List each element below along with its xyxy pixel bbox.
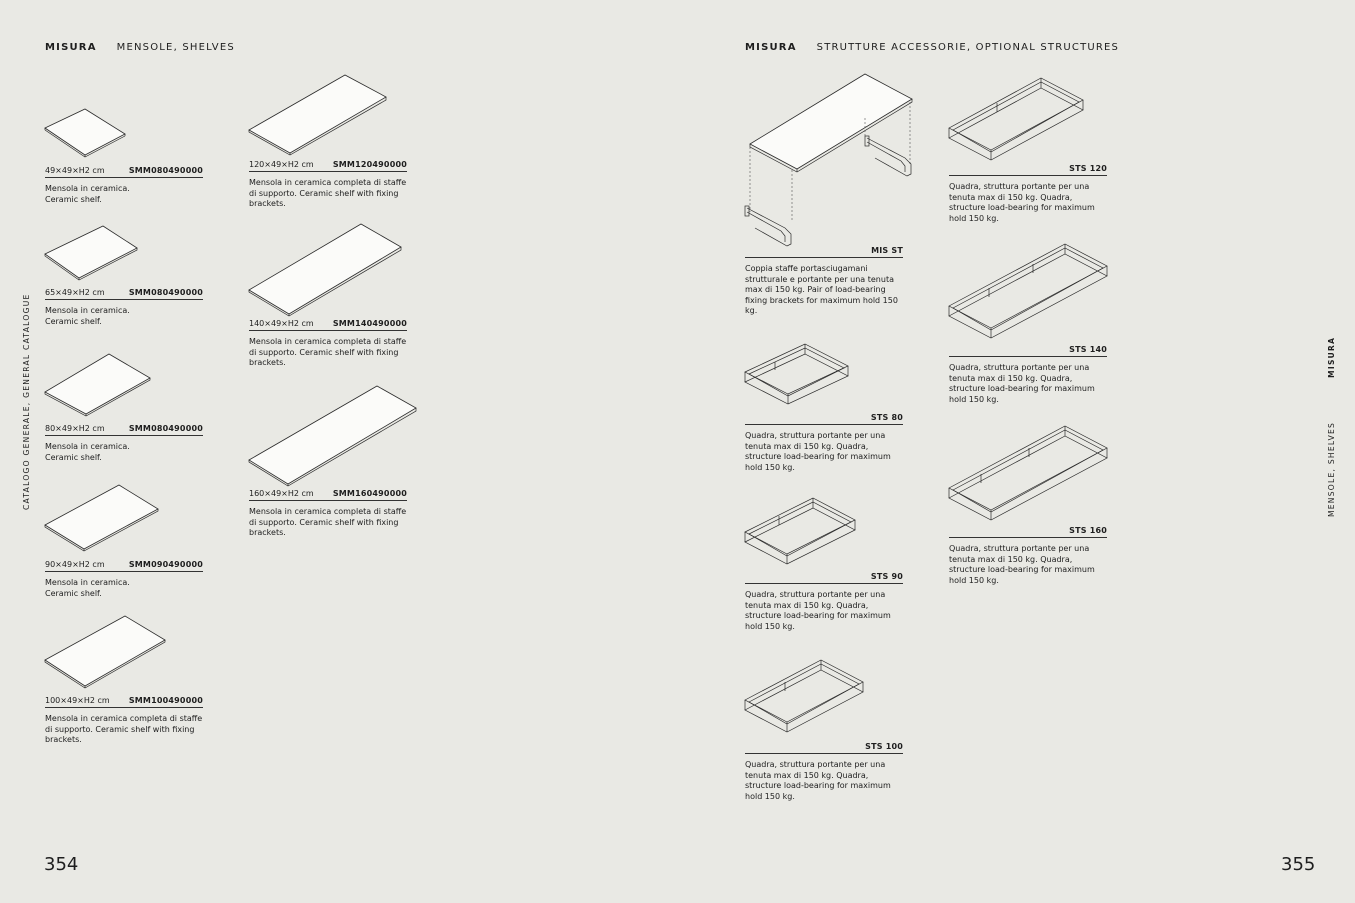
left-header-brand: MISURA (45, 42, 97, 53)
left-side-label: CATALOGO GENERALE, GENERAL CATALOGUE (22, 293, 31, 510)
shelf-description: Mensola in ceramica. Ceramic shelf. (45, 578, 130, 598)
shelf-drawing (45, 226, 203, 286)
structure-description: Coppia staffe portasciugamani strutturale e portante per una tenuta max di 150 kg. Pair of load-bearing fixing brackets for maximum hold 150 kg. (745, 264, 898, 315)
shelf-code: SMM100490000 (128, 696, 203, 705)
shelf-code: SMM160490000 (332, 489, 407, 498)
shelf-description: Mensola in ceramica. Ceramic shelf. (45, 184, 130, 204)
shelf-item (45, 616, 203, 746)
shelf-size: 120×49×H2 cm (249, 160, 314, 169)
shelf-size: 160×49×H2 cm (249, 489, 314, 498)
structure-description: Quadra, struttura portante per una tenuta max di 150 kg. Quadra, structure load-bearing for maximum hold 150 kg. (745, 431, 891, 472)
structure-item (949, 242, 1107, 405)
right-page-header (745, 42, 1119, 53)
shelf-drawing (45, 108, 203, 164)
right-page-number: 355 (1281, 854, 1316, 875)
shelf-code: SMM080490000 (128, 166, 203, 175)
structure-code: STS 160 (1069, 526, 1107, 535)
structure-code: STS 80 (870, 413, 903, 422)
left-page-number: 354 (44, 854, 79, 875)
shelf-code: SMM080490000 (128, 424, 203, 433)
shelf-description: Mensola in ceramica completa di staffe di supporto. Ceramic shelf with fixing brackets. (249, 507, 407, 537)
shelf-item (249, 75, 407, 210)
structure-item (745, 72, 903, 317)
structure-description: Quadra, struttura portante per una tenuta max di 150 kg. Quadra, structure load-bearing for maximum hold 150 kg. (949, 363, 1095, 404)
shelf-item (249, 386, 407, 539)
shelf-size: 49×49×H2 cm (45, 166, 105, 175)
shelf-description: Mensola in ceramica completa di staffe di supporto. Ceramic shelf with fixing brackets. (249, 337, 407, 367)
right-header-title: STRUTTURE ACCESSORIE, OPTIONAL STRUCTURES (816, 42, 1120, 53)
shelf-code: SMM120490000 (332, 160, 407, 169)
structure-item (745, 342, 903, 473)
shelf-code: SMM090490000 (128, 560, 203, 569)
shelf-item (45, 108, 203, 205)
shelf-code: SMM140490000 (332, 319, 407, 328)
frame-drawing (745, 658, 903, 740)
frame-drawing (949, 76, 1107, 162)
structure-code: STS 140 (1069, 345, 1107, 354)
structure-description: Quadra, struttura portante per una tenuta max di 150 kg. Quadra, structure load-bearing for maximum hold 150 kg. (745, 590, 891, 631)
shelf-drawing (45, 354, 203, 422)
shelf-description: Mensola in ceramica completa di staffe di supporto. Ceramic shelf with fixing brackets. (45, 714, 203, 744)
frame-drawing (949, 242, 1107, 343)
structure-description: Quadra, struttura portante per una tenuta max di 150 kg. Quadra, structure load-bearing for maximum hold 150 kg. (949, 182, 1095, 223)
shelf-size: 100×49×H2 cm (45, 696, 110, 705)
structure-code: STS 90 (870, 572, 903, 581)
right-header-brand: MISURA (745, 42, 797, 53)
left-page-header (45, 42, 235, 53)
shelf-item (45, 485, 203, 599)
structure-code: MIS ST (871, 246, 903, 255)
left-header-title: MENSOLE, SHELVES (116, 42, 235, 53)
structure-item (745, 658, 903, 802)
shelf-drawing (249, 75, 407, 158)
frame-drawing (745, 496, 903, 570)
shelf-drawing (45, 485, 203, 558)
shelf-drawing (249, 224, 407, 317)
bracket-drawing (745, 72, 903, 244)
shelf-size: 80×49×H2 cm (45, 424, 105, 433)
right-side-label (1327, 337, 1336, 517)
structure-description: Quadra, struttura portante per una tenuta max di 150 kg. Quadra, structure load-bearing for maximum hold 150 kg. (949, 544, 1095, 585)
structure-description: Quadra, struttura portante per una tenuta max di 150 kg. Quadra, structure load-bearing for maximum hold 150 kg. (745, 760, 891, 801)
shelf-item (45, 226, 203, 327)
shelf-drawing (45, 616, 203, 694)
shelf-item (45, 354, 203, 463)
shelf-description: Mensola in ceramica. Ceramic shelf. (45, 442, 130, 462)
shelf-drawing (249, 386, 407, 487)
frame-drawing (745, 342, 903, 411)
right-side-label-text: MENSOLE, SHELVES (1327, 421, 1336, 517)
shelf-size: 65×49×H2 cm (45, 288, 105, 297)
shelf-item (249, 224, 407, 369)
frame-drawing (949, 424, 1107, 524)
structure-code: STS 100 (865, 742, 903, 751)
shelf-size: 90×49×H2 cm (45, 560, 105, 569)
shelf-description: Mensola in ceramica. Ceramic shelf. (45, 306, 130, 326)
shelf-code: SMM080490000 (128, 288, 203, 297)
structure-item (949, 424, 1107, 586)
structure-item (949, 76, 1107, 224)
right-side-label-brand: MISURA (1327, 336, 1336, 378)
shelf-description: Mensola in ceramica completa di staffe di supporto. Ceramic shelf with fixing brackets. (249, 178, 407, 208)
structure-code: STS 120 (1069, 164, 1107, 173)
shelf-size: 140×49×H2 cm (249, 319, 314, 328)
structure-item (745, 496, 903, 632)
